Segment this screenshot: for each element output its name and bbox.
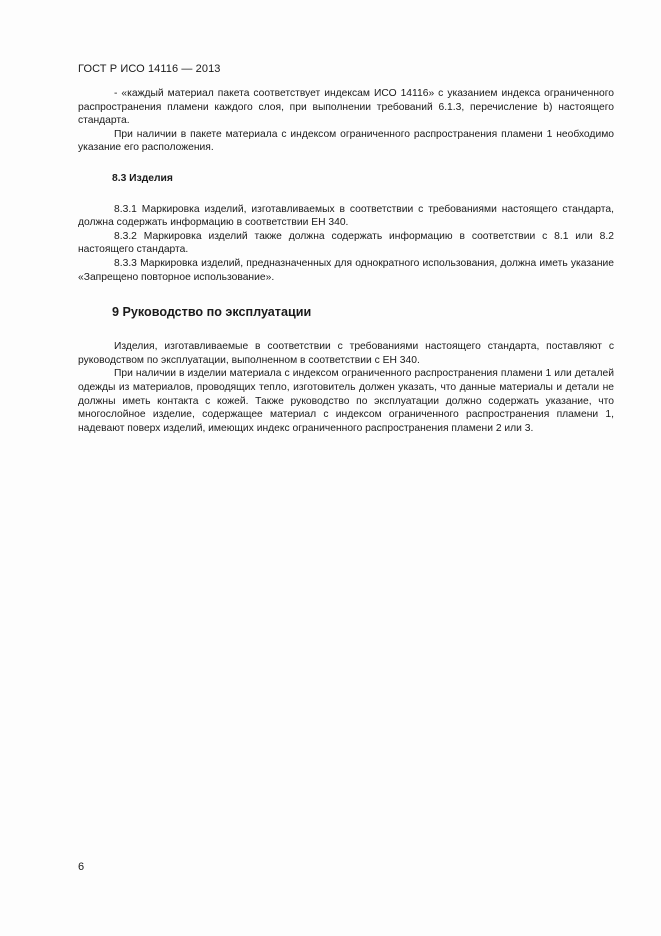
subsection-heading-8-3: 8.3 Изделия <box>112 172 173 184</box>
page-number: 6 <box>78 861 85 873</box>
paragraph-8-3-1: 8.3.1 Маркировка изделий, изготавливаемых в соответствии с требованиями настоящего стандарта, должна содержать информацию в соответствии ЕН 340. <box>78 203 614 229</box>
paragraph-8-3-3: 8.3.3 Маркировка изделий, предназначенных для однократного использования, должна иметь указание «Запрещено повторное использование». <box>78 257 614 283</box>
page-header-standard-id: ГОСТ Р ИСО 14116 — 2013 <box>78 63 221 75</box>
paragraph-8-3-2: 8.3.2 Маркировка изделий также должна содержать информацию в соответствии с 8.1 или 8.2 настоящего стандарта. <box>78 230 614 256</box>
paragraph-list-item-marking: - «каждый материал пакета соответствует индексам ИСО 14116» с указанием индекса ограниченного распространения пламени каждого слоя, при выполнении требований 6.1.3, перечисление b) настоящего стандарта. <box>78 88 614 127</box>
paragraph-marking-location: При наличии в пакете материала с индексом ограниченного распространения пламени 1 необходимо указание его расположения. <box>78 128 614 154</box>
paragraph-9-manual-supply: Изделия, изготавливаемые в соответствии с требованиями настоящего стандарта, поставляют с руководством по эксплуатации, выполненном в соответствии с ЕН 340. <box>78 341 614 366</box>
section-heading-9: 9 Руководство по эксплуатации <box>112 305 312 320</box>
paragraph-9-manual-content: При наличии в изделии материала с индексом ограниченного распространения пламени 1 или деталей одежды из материалов, проводящих тепло, изготовитель должен указать, что данные материалы и детали не должны иметь контакта с кожей. Также руководство по эксплуатации должно содержать указание, что многослойное изделие, содержащее материал с индексом ограниченного распространения пламени 1, надевают поверх изделий, имеющих индекс ограниченного распространения пламени 2 или 3. <box>78 368 614 434</box>
document-body <box>78 87 614 435</box>
